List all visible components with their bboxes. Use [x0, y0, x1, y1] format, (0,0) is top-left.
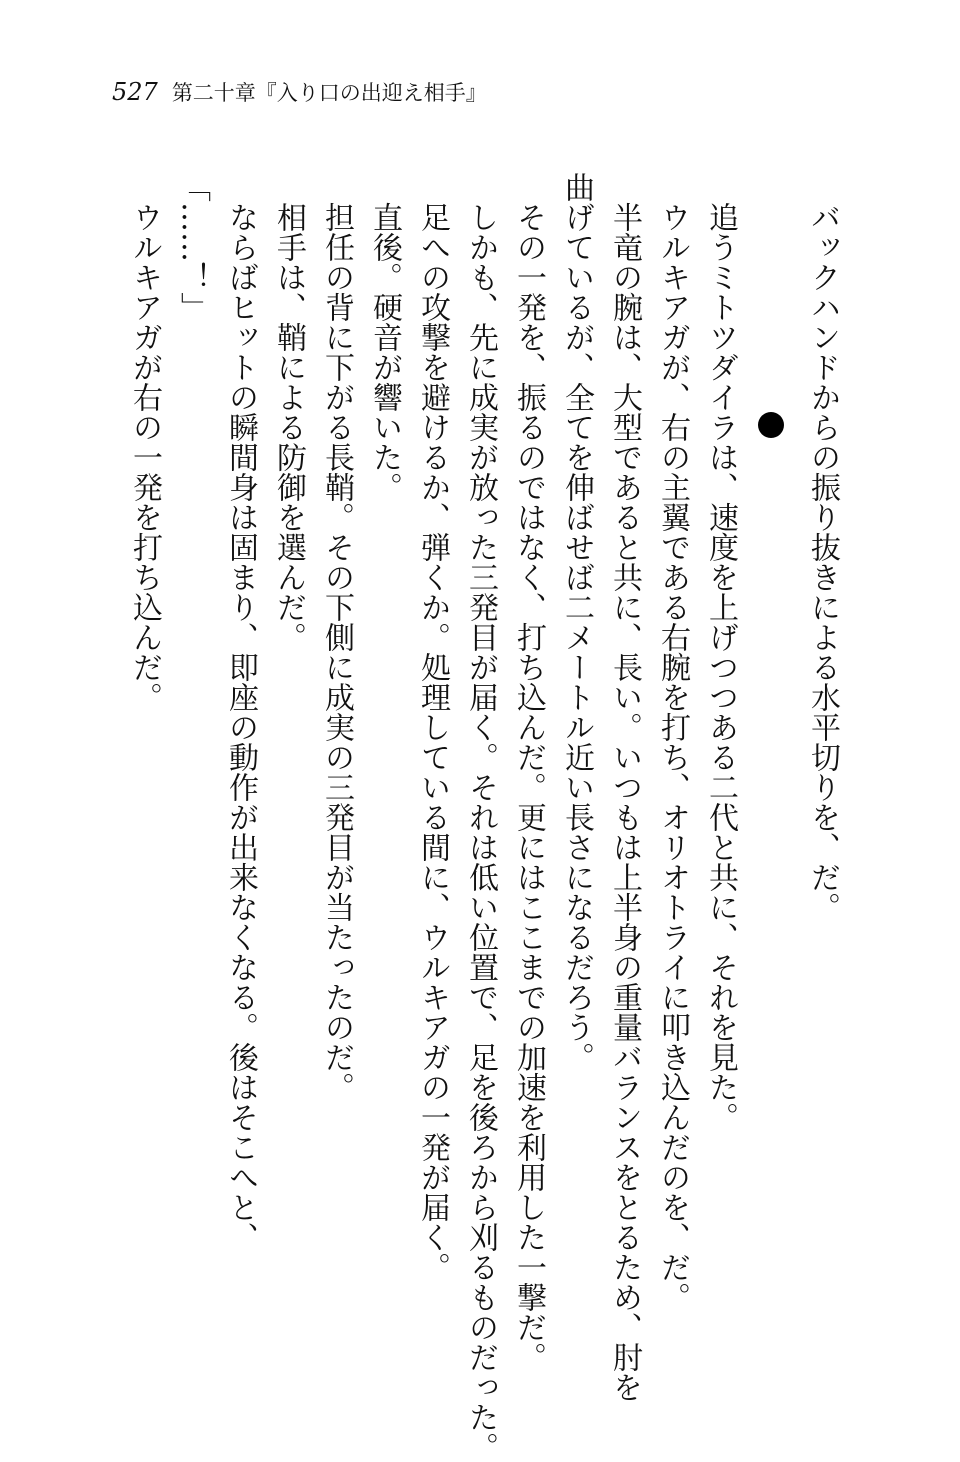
text-line: その一発を、振るのではなく、打ち込んだ。更にはここまでの加速を利用した一撃だ。 [511, 202, 546, 1372]
text-line: ウルキアガが右の一発を打ち込んだ。 [127, 202, 162, 712]
text-line: 「……！」 [175, 172, 210, 322]
text-line: バックハンドからの振り抜きによる水平切りを、だ。 [805, 202, 840, 922]
text-line: しかも、先に成実が放った三発目が届く。それは低い位置で、足を後ろから刈るものだった。 [463, 202, 498, 1462]
text-line: 半竜の腕は、大型であると共に、長い。いつもは上半身の重量バランスをとるため、肘を [607, 202, 642, 1402]
running-head [112, 80, 487, 105]
section-break-dot-icon [758, 412, 784, 438]
text-line: 担任の背に下がる長鞘。その下側に成実の三発目が当たったのだ。 [319, 202, 354, 1102]
text-line: 曲げているが、全てを伸ばせば二メートル近い長さになるだろう。 [559, 172, 594, 1072]
text-line: 足への攻撃を避けるか、弾くか。処理している間に、ウルキアガの一発が届く。 [415, 202, 450, 1282]
section-break [744, 172, 798, 1312]
chapter-title: 第二十章『入り口の出迎え相手』 [171, 81, 487, 105]
text-line: ウルキアガが、右の主翼である右腕を打ち、オリオトライに叩き込んだのを、だ。 [655, 202, 690, 1312]
page-number: 527 [112, 78, 158, 106]
body-text [120, 172, 846, 1462]
text-line: 直後。硬音が響いた。 [367, 202, 402, 502]
text-line: ならばヒットの瞬間身は固まり、即座の動作が出来なくなる。後はそこへと、 [223, 202, 258, 1252]
text-line: 追うミトツダイラは、速度を上げつつある二代と共に、それを見た。 [703, 202, 738, 1132]
text-line: 相手は、鞘による防御を選んだ。 [271, 202, 306, 652]
